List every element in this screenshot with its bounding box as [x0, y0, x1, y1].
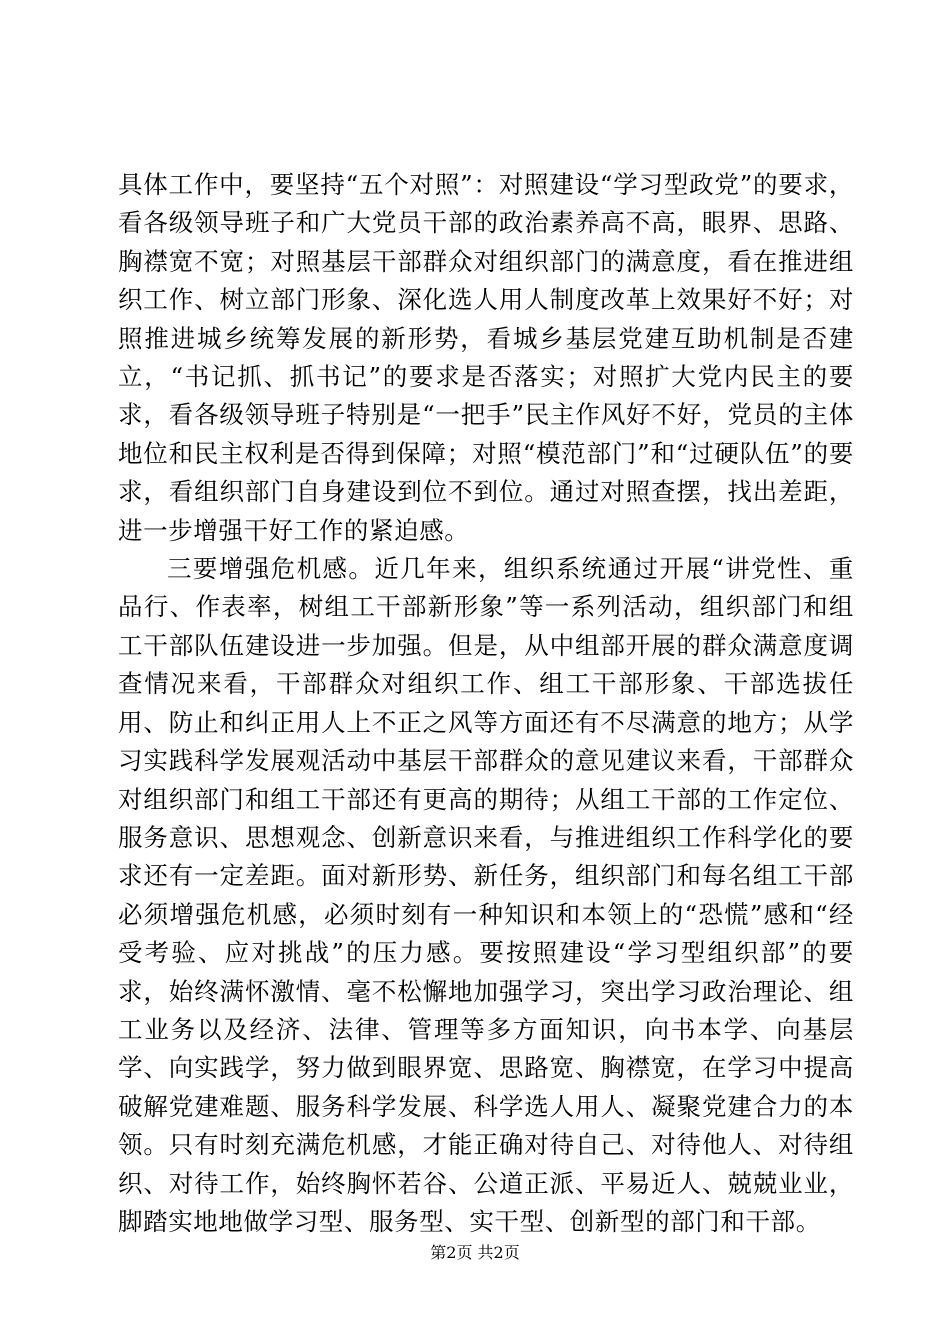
page-footer: 第2页 共2页: [430, 1243, 520, 1262]
document-body: [118, 166, 854, 1241]
paragraph-continued: 具体工作中，要坚持“五个对照”：对照建设“学习型政党”的要求，看各级领导班子和广大党员干部的政治素养高不高，眼界、思路、胸襟宽不宽；对照基层干部群众对组织部门的满意度，看在推进组织工作、树立部门形象、深化选人用人制度改革上效果好不好；对照推进城乡统筹发展的新形势，看城乡基层党建互助机制是否建立，“书记抓、抓书记”的要求是否落实；对照扩大党内民主的要求，看各级领导班子特别是“一把手”民主作风好不好，党员的主体地位和民主权利是否得到保障；对照“模范部门”和“过硬队伍”的要求，看组织部门自身建设到位不到位。通过对照查摆，找出差距，进一步增强干好工作的紧迫感。: [118, 170, 854, 545]
paragraph-crisis-awareness: 三要增强危机感。近几年来，组织系统通过开展“讲党性、重品行、作表率，树组工干部新形象”等一系列活动，组织部门和组工干部队伍建设进一步加强。但是，从中组部开展的群众满意度调查情况来看，干部群众对组织工作、组工干部形象、干部选拔任用、防止和纠正用人上不正之风等方面还有不尽满意的地方；从学习实践科学发展观活动中基层干部群众的意见建议来看，干部群众对组织部门和组工干部还有更高的期待；从组工干部的工作定位、服务意识、思想观念、创新意识来看，与推进组织工作科学化的要求还有一定差距。面对新形势、新任务，组织部门和每名组工干部必须增强危机感，必须时刻有一种知识和本领上的“恐慌”感和“经受考验、应对挑战”的压力感。要按照建设“学习型组织部”的要求，始终满怀激情、毫不松懈地加强学习，突出学习政治理论、组工业务以及经济、法律、管理等多方面知识，向书本学、向基层学、向实践学，努力做到眼界宽、思路宽、胸襟宽，在学习中提高破解党建难题、服务科学发展、科学选人用人、凝聚党建合力的本领。只有时刻充满危机感，才能正确对待自己、对待他人、对待组织、对待工作，始终胸怀若谷、公道正派、平易近人、兢兢业业，脚踏实地地做学习型、服务型、实干型、创新型的部门和干部。: [118, 554, 854, 1236]
